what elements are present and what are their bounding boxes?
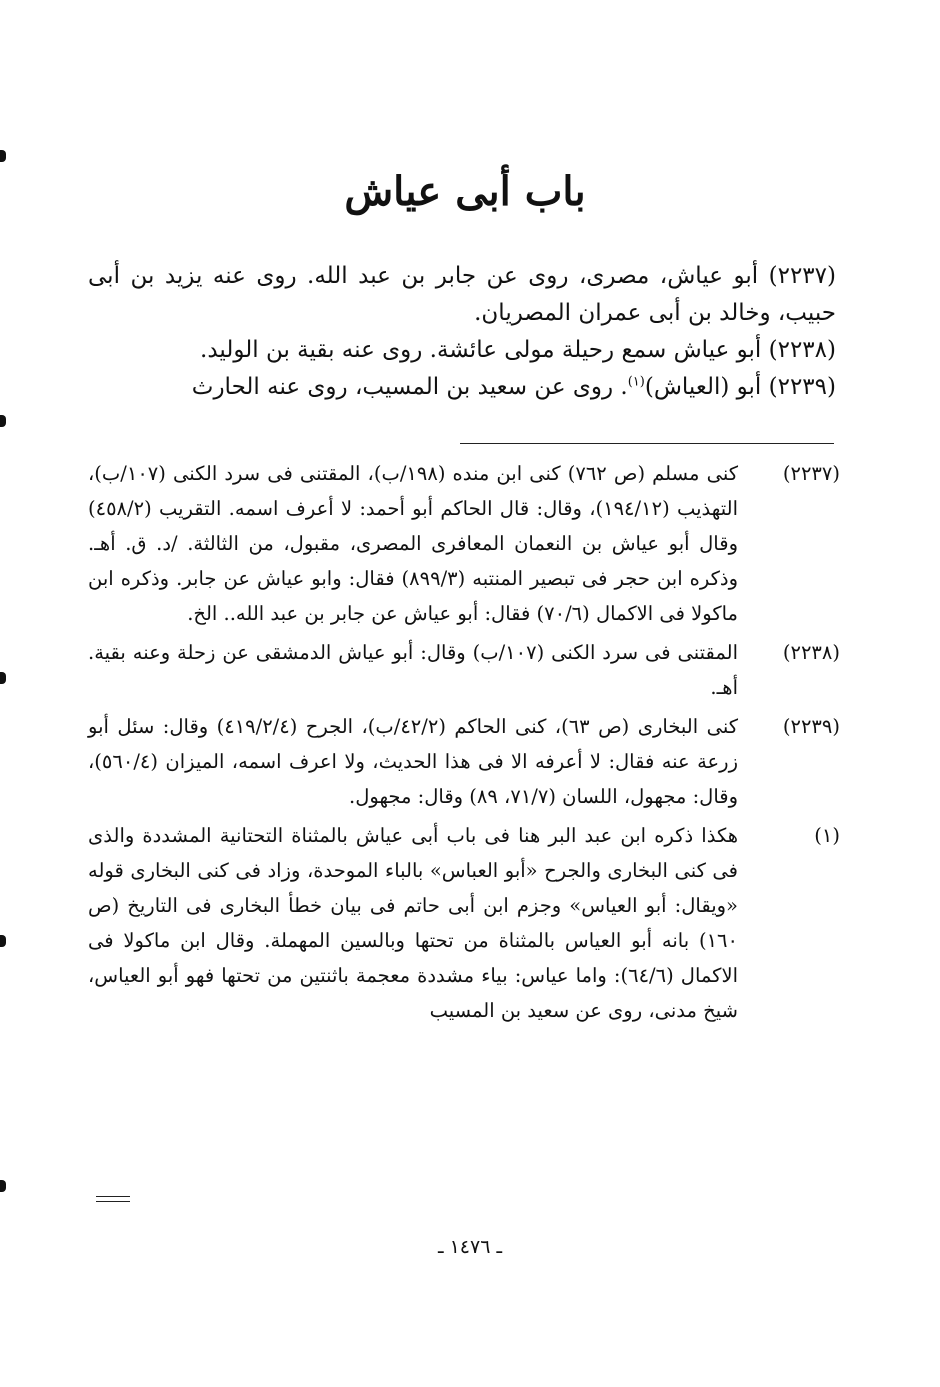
footnote-2239	[88, 709, 840, 814]
footnote-text: هكذا ذكره ابن عبد البر هنا فى باب أبى عياش بالمثناة التحتانية المشددة والذى فى كنى البخارى والجرح «أبو العباس» بالباء الموحدة، وزاد فى كنى البخارى قوله «ويقال: أبو العياس» وجزم ابن أبى حاتم فى بيان خطأ البخارى فى التاريخ (ص ١٦٠) بانه أبو العياس بالمثناة من تحتها وبالسين المهملة. وقال ابن ماكولا فى الاكمال (٦٤/٦): واما عياس: بياء مشددة معجمة باثنتين من تحتها فهو أبو العياس، شيخ مدنى، روى عن سعيد بن المسيب	[88, 824, 739, 1022]
footnote-number: (٢٢٣٩)	[782, 715, 840, 738]
scan-edge-mark	[0, 415, 6, 427]
footnote-divider	[460, 443, 834, 444]
footnotes	[88, 456, 840, 1032]
footnote-text: المقتنى فى سرد الكنى (١٠٧/ب) وقال: أبو عياش الدمشقى عن زحلة وعنه بقية. أهـ.	[88, 641, 738, 699]
scan-edge-mark	[0, 150, 6, 162]
scan-edge-mark	[0, 672, 6, 684]
continuation-mark	[96, 1196, 130, 1202]
footnote-number: (١)	[814, 824, 840, 847]
main-text	[88, 258, 836, 406]
footnote-2238	[88, 635, 840, 705]
page-number: ـ ١٤٧٦ ـ	[437, 1236, 503, 1258]
footnote-text: كنى مسلم (ص ٧٦٢) كنى ابن منده (١٩٨/ب)، المقتنى فى سرد الكنى (١٠٧/ب)، التهذيب (١٩٤/١٢)، وقال: قال الحاكم أبو أحمد: لا أعرف اسمه. التقريب (٤٥٨/٢) وقال أبو عياش بن النعمان المعافرى المصرى، مقبول، من الثالثة. /د. ق. أهـ. وذكره ابن حجر فى تبصير المنتبه (٨٩٩/٣) فقال: وابو عياش عن جابر. وذكره ابن ماكولا فى الاكمال (٧٠/٦) فقال: أبو عياش عن جابر بن عبد الله.. الخ.	[88, 462, 739, 625]
page-title: باب أبى عياش	[344, 168, 586, 215]
footnote-text: كنى البخارى (ص ٦٣)، كنى الحاكم (٤٢/٢/ب)، الجرح (٤١٩/٢/٤) وقال: سئل أبو زرعة عنه فقال: لا أعرفه الا فى هذا الحديث، ولا اعرف اسمه، الميزان (٥٦٠/٤)، وقال: مجهول، اللسان (٧١/٧، ٨٩) وقال: مجهول.	[88, 715, 738, 808]
entry-2238: (٢٢٣٨) أبو عياش سمع رحيلة مولى عائشة. روى عنه بقية بن الوليد.	[200, 337, 836, 363]
footnote-number: (٢٢٣٨)	[782, 641, 840, 664]
footnote-2237	[88, 456, 840, 631]
entry-2237: (٢٢٣٧) أبو عياش، مصرى، روى عن جابر بن عبد الله. روى عنه يزيد بن أبى حبيب، وخالد بن أبى عمران المصريان.	[88, 263, 836, 326]
scan-edge-mark	[0, 1180, 6, 1192]
footnote-1	[88, 818, 840, 1028]
footnote-number: (٢٢٣٧)	[782, 462, 840, 485]
entry-2239: (٢٢٣٩) أبو (العياش)$^{(١)}$. روى عن سعيد بن المسيب، روى عنه الحارث	[191, 374, 836, 400]
scan-edge-mark	[0, 935, 6, 947]
footnote-ref[interactable]: (١)	[627, 374, 645, 390]
